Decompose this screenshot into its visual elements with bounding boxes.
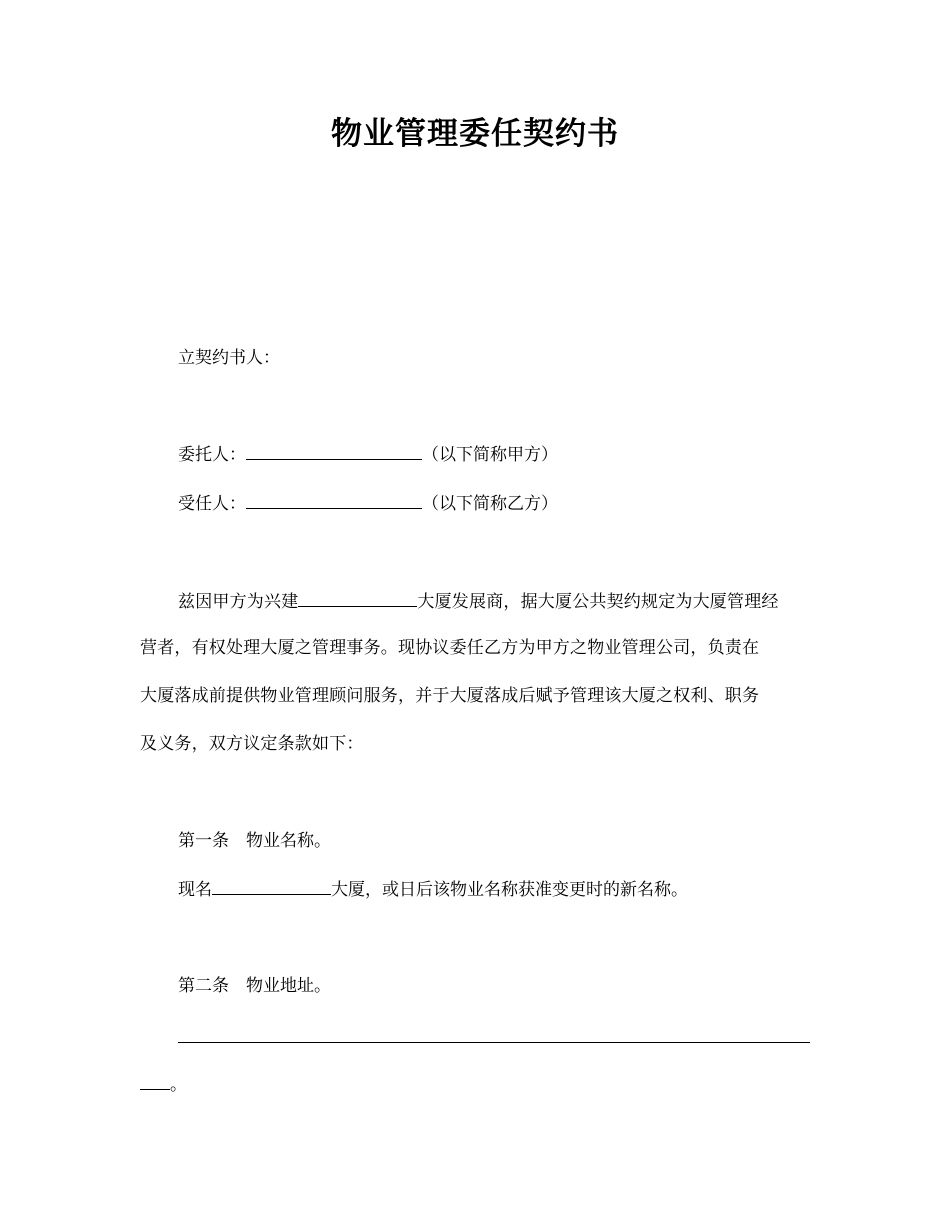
property-address-blank[interactable] xyxy=(178,1042,810,1043)
address-tail-blank[interactable] xyxy=(140,1072,170,1090)
intro-line-1 xyxy=(178,589,779,614)
agent-note: （以下简称乙方） xyxy=(422,494,558,514)
intro-text-a: 兹因甲方为兴建 xyxy=(178,592,299,612)
intro-line-4: 及义务，双方议定条款如下： xyxy=(140,734,364,754)
intro-text-b: 大厦发展商，据大厦公共契约规定为大厦管理经 xyxy=(417,592,779,612)
parties-heading: 立契约书人： xyxy=(178,348,280,368)
principal-name-blank[interactable] xyxy=(246,442,422,460)
intro-line-3: 大厦落成前提供物业管理顾问服务，并于大厦落成后赋予管理该大厦之权利、职务 xyxy=(140,686,760,706)
building-name-blank[interactable] xyxy=(298,589,417,607)
article-1-text-a: 现名 xyxy=(178,880,212,900)
principal-note: （以下简称甲方） xyxy=(422,445,558,465)
address-tail-period: 。 xyxy=(170,1075,187,1095)
property-name-blank[interactable] xyxy=(212,877,331,895)
agent-line xyxy=(178,491,558,516)
article-2-heading: 第二条 物业地址。 xyxy=(178,976,331,996)
article-1-text-b: 大厦，或日后该物业名称获准变更时的新名称。 xyxy=(331,880,688,900)
agent-label: 受任人： xyxy=(178,494,246,514)
address-tail-line xyxy=(140,1072,187,1097)
intro-line-2: 营者，有权处理大厦之管理事务。现协议委任乙方为甲方之物业管理公司，负责在 xyxy=(140,638,760,658)
article-1-heading: 第一条 物业名称。 xyxy=(178,831,331,851)
agent-name-blank[interactable] xyxy=(246,491,422,509)
article-1-text xyxy=(178,877,688,902)
principal-line xyxy=(178,442,558,467)
principal-label: 委托人： xyxy=(178,445,246,465)
document-title: 物业管理委任契约书 xyxy=(331,116,619,152)
